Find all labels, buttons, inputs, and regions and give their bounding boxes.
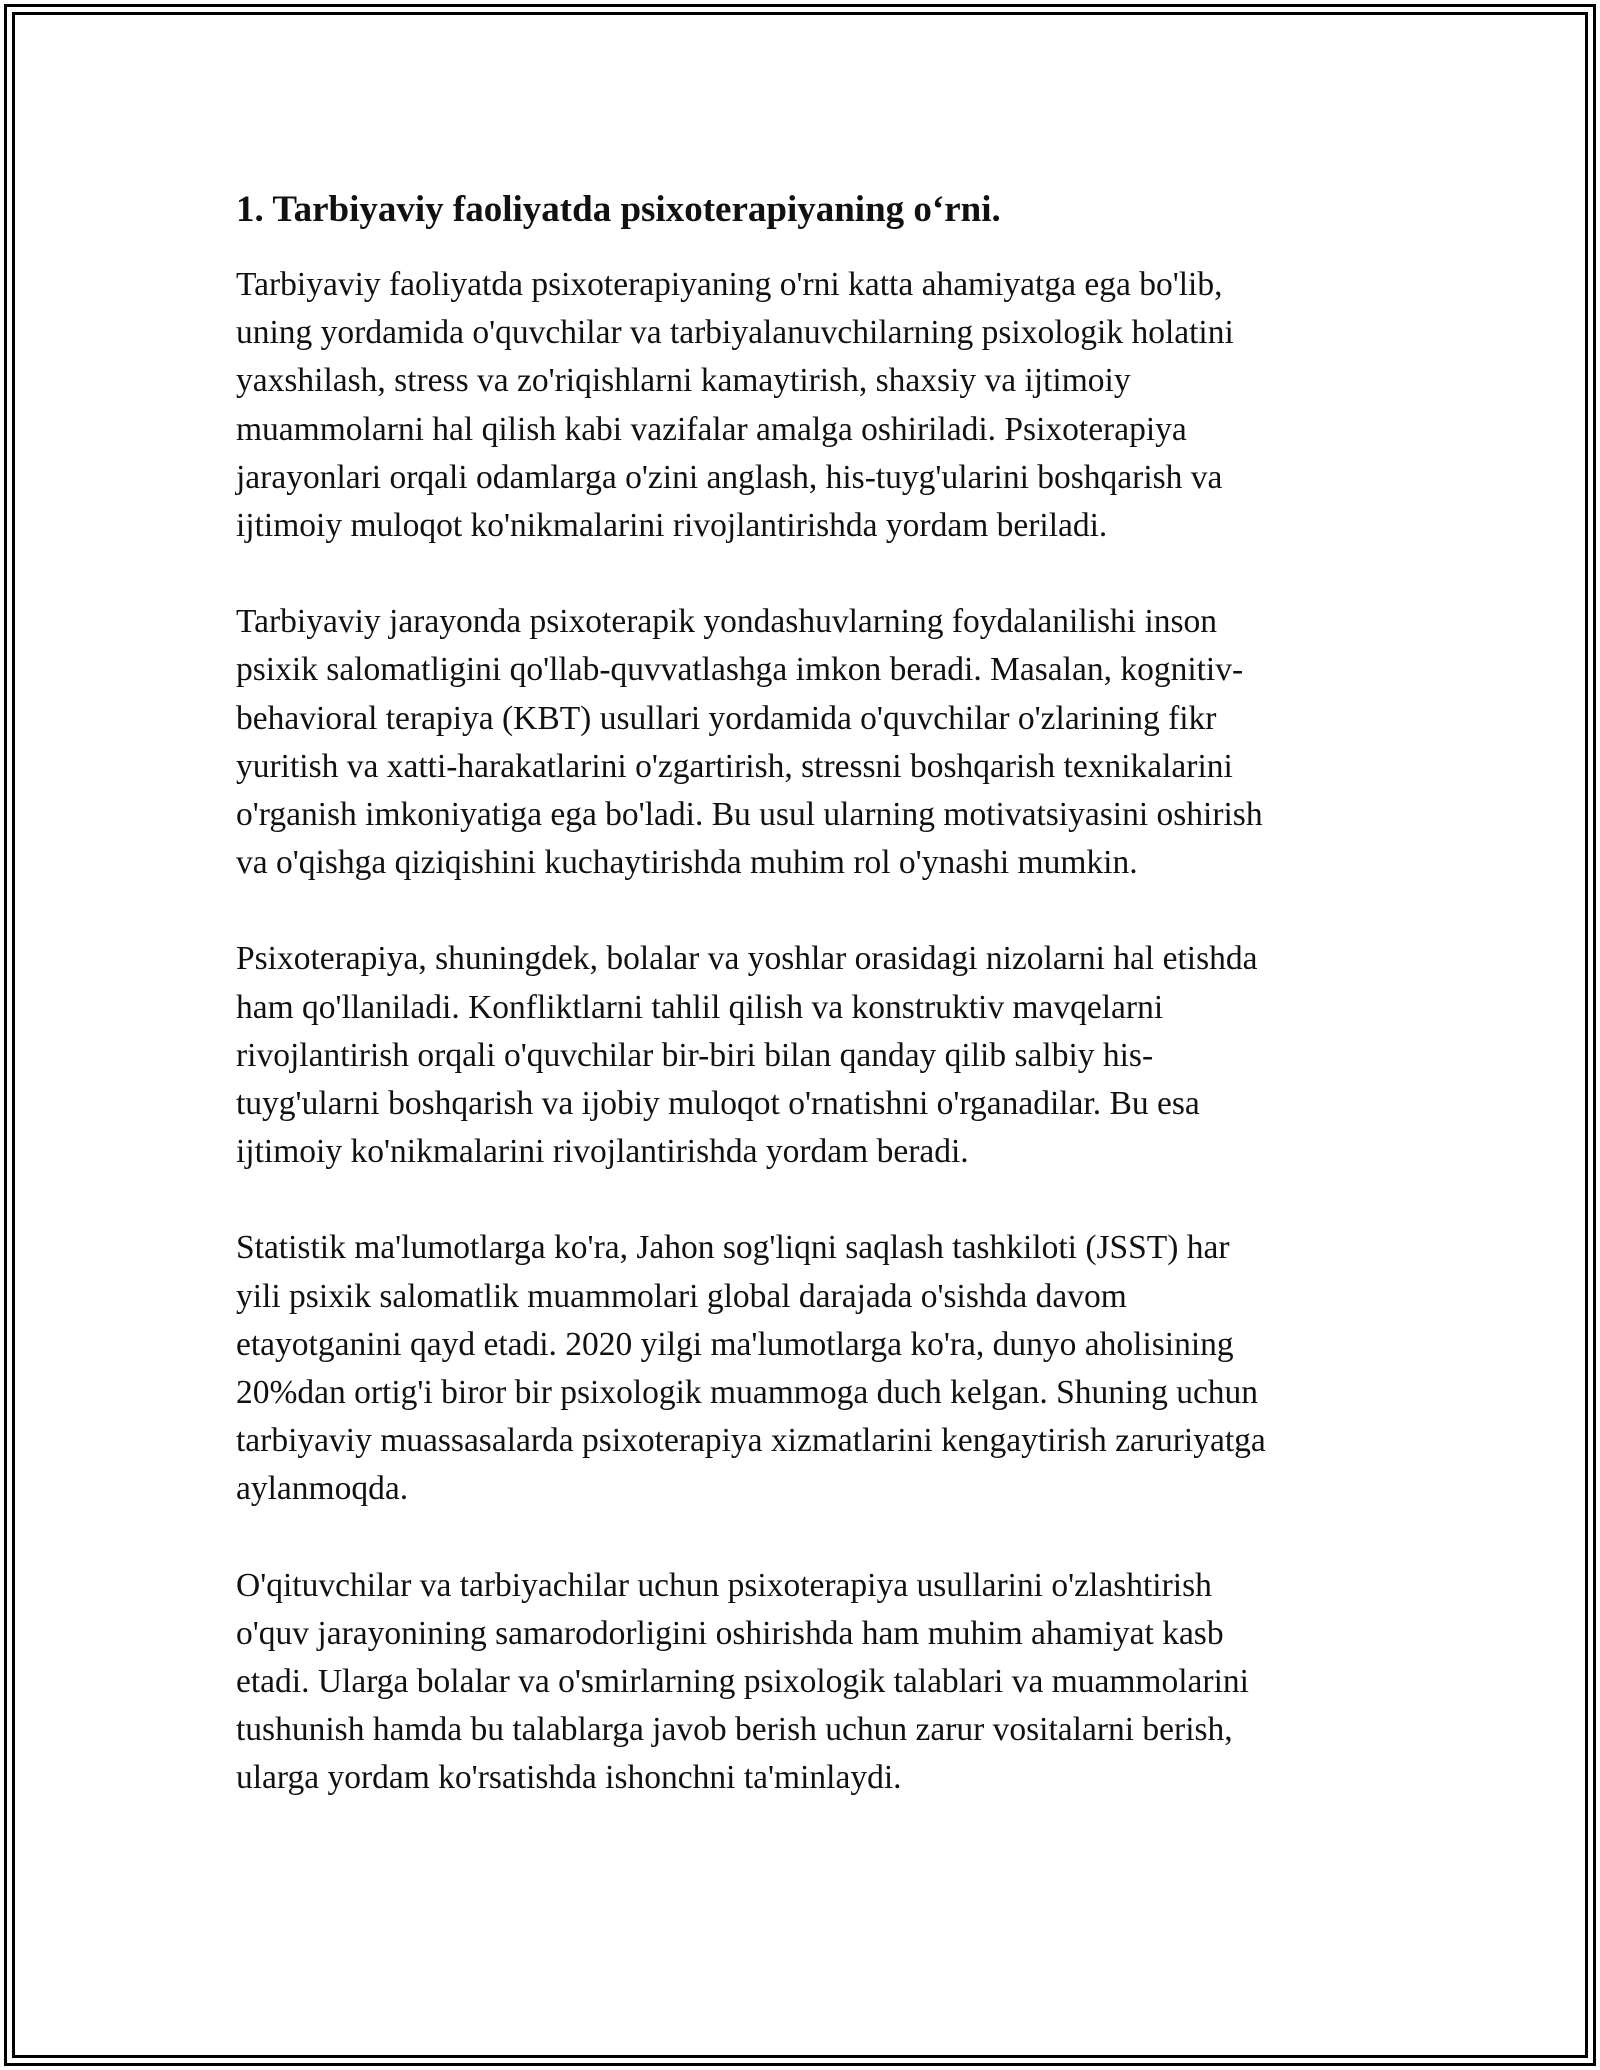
- paragraph-line: tushunish hamda bu talablarga javob berish uchun zarur vositalarni berish,: [236, 1711, 1233, 1749]
- paragraph-line: Tarbiyaviy faoliyatda psixoterapiyaning o'rni katta ahamiyatga ega bo'lib,: [236, 266, 1223, 303]
- paragraph: [236, 935, 1366, 1176]
- paragraph: [236, 1224, 1366, 1513]
- paragraph: [236, 1562, 1366, 1803]
- paragraph-line: O'qituvchilar va tarbiyachilar uchun psixoterapiya usullarini o'zlashtirish: [236, 1566, 1212, 1604]
- paragraph-line: ham qo'llaniladi. Konfliktlarni tahlil qilish va konstruktiv mavqelarni: [236, 988, 1164, 1026]
- paragraph: [236, 261, 1366, 550]
- paragraph: [236, 598, 1366, 887]
- paragraph-line: etadi. Ularga bolalar va o'smirlarning psixologik talablari va muammolarini: [236, 1663, 1249, 1701]
- paragraph-line: tuyg'ularni boshqarish va ijobiy muloqot o'rnatishni o'rganadilar. Bu esa: [236, 1085, 1200, 1123]
- paragraph-line: yaxshilash, stress va zo'riqishlarni kamaytirish, shaxsiy va ijtimoiy: [236, 362, 1131, 400]
- paragraph-line: ijtimoiy ko'nikmalarini rivojlantirishda yordam beradi.: [236, 1133, 969, 1171]
- document-body: [236, 186, 1366, 1851]
- paragraph-line: yili psixik salomatlik muammolari global darajada o'sishda davom: [236, 1277, 1127, 1315]
- paragraph-line: va o'qishga qiziqishini kuchaytirishda muhim rol o'ynashi mumkin.: [236, 844, 1138, 882]
- paragraph-line: o'rganish imkoniyatiga ega bo'ladi. Bu usul ularning motivatsiyasini oshirish: [236, 796, 1263, 834]
- paragraph-line: Statistik ma'lumotlarga ko'ra, Jahon sog'liqni saqlash tashkiloti (JSST) har: [236, 1229, 1230, 1267]
- paragraph-line: ularga yordam ko'rsatishda ishonchni ta'minlaydi.: [236, 1759, 902, 1797]
- paragraph-line: o'quv jarayonining samarodorligini oshirishda ham muhim ahamiyat kasb: [236, 1614, 1224, 1652]
- paragraph-line: yuritish va xatti-harakatlarini o'zgartirish, stressni boshqarish texnikalarini: [236, 747, 1233, 785]
- paragraph-line: muammolarni hal qilish kabi vazifalar amalga oshiriladi. Psixoterapiya: [236, 410, 1187, 448]
- paragraph-line: ijtimoiy muloqot ko'nikmalarini rivojlantirishda yordam beriladi.: [236, 507, 1108, 545]
- paragraph-line: psixik salomatligini qo'llab-quvvatlashga imkon beradi. Masalan, kognitiv-: [236, 651, 1244, 689]
- paragraph-line: jarayonlari orqali odamlarga o'zini anglash, his-tuyg'ularini boshqarish va: [236, 458, 1223, 496]
- paragraph-line: etayotganini qayd etadi. 2020 yilgi ma'lumotlarga ko'ra, dunyo aholisining: [236, 1325, 1234, 1363]
- paragraph-line: aylanmoqda.: [236, 1470, 409, 1508]
- paragraph-line: behavioral terapiya (KBT) usullari yordamida o'quvchilar o'zlarining fikr: [236, 699, 1217, 737]
- paragraph-line: 20%dan ortig'i biror bir psixologik muammoga duch kelgan. Shuning uchun: [236, 1374, 1259, 1412]
- paragraph-line: uning yordamida o'quvchilar va tarbiyalanuvchilarning psixologik holatini: [236, 314, 1234, 352]
- paragraph-line: rivojlantirish orqali o'quvchilar bir-biri bilan qanday qilib salbiy his-: [236, 1036, 1154, 1074]
- paragraph-line: Psixoterapiya, shuningdek, bolalar va yoshlar orasidagi nizolarni hal etishda: [236, 940, 1258, 978]
- paragraph-line: Tarbiyaviy jarayonda psixoterapik yondashuvlarning foydalanilishi inson: [236, 603, 1218, 641]
- paragraph-line: tarbiyaviy muassasalarda psixoterapiya xizmatlarini kengaytirish zaruriyatga: [236, 1422, 1266, 1460]
- paragraph-list: [236, 261, 1366, 1803]
- section-heading: 1. Tarbiyaviy faoliyatda psixoterapiyaning o‘rni.: [236, 189, 1001, 230]
